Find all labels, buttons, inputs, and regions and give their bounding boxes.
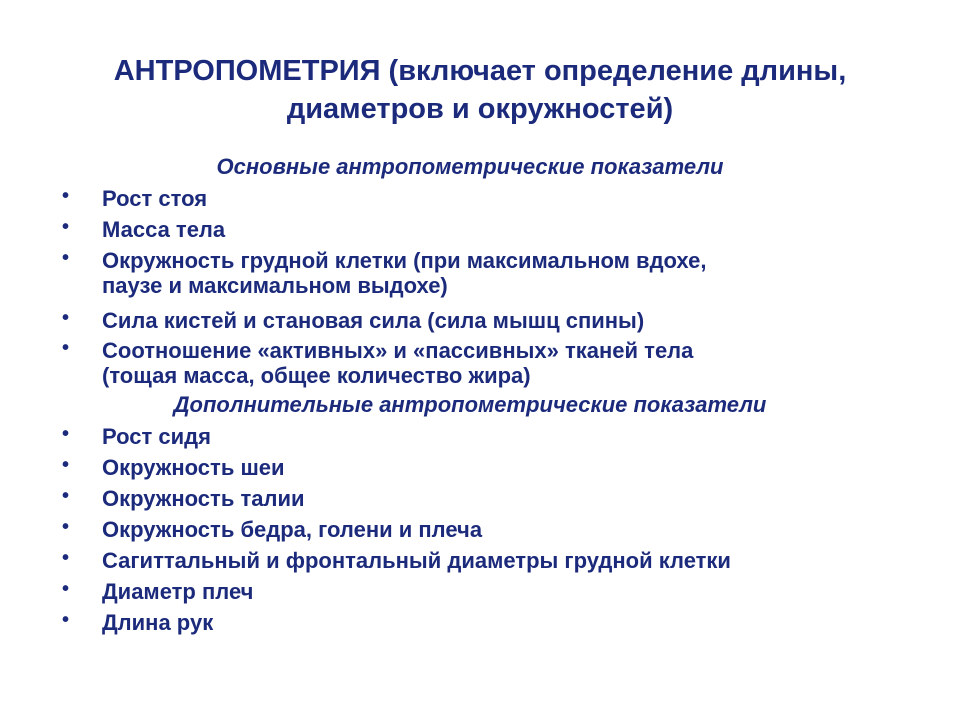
- bullet-icon: •: [62, 516, 70, 538]
- bullet-icon: •: [62, 307, 70, 329]
- list-item-text: Диаметр плеч: [102, 579, 254, 604]
- list-item: [62, 486, 922, 511]
- bullet-icon: •: [62, 423, 70, 445]
- list-item: [62, 610, 922, 635]
- bullet-icon: •: [62, 547, 70, 569]
- list-item-text: Длина рук: [102, 610, 214, 635]
- list-item-text: Рост сидя: [102, 424, 211, 449]
- list-item-text: Окружность шеи: [102, 455, 285, 480]
- list-item-text: Сила кистей и становая сила (сила мышц спины): [102, 308, 645, 333]
- section-heading: Дополнительные антропометрические показатели: [173, 392, 767, 417]
- bullet-icon: •: [62, 485, 70, 507]
- slide-title: [40, 52, 920, 128]
- list-item: [62, 248, 922, 298]
- list-item-text: Рост стоя: [102, 186, 208, 211]
- bullet-icon: •: [62, 337, 70, 359]
- list-item-text: Окружность талии: [102, 486, 305, 511]
- list-item: [62, 424, 922, 449]
- list-item: [62, 455, 922, 480]
- bullet-icon: •: [62, 454, 70, 476]
- list-item-text: Окружность бедра, голени и плеча: [102, 517, 483, 542]
- bullet-icon: •: [62, 609, 70, 631]
- list-item: [62, 579, 922, 604]
- list-item: [62, 217, 922, 242]
- list-item: [62, 186, 922, 211]
- list-item-text: Соотношение «активных» и «пассивных» тканей тела: [102, 338, 694, 363]
- bullet-icon: •: [62, 185, 70, 207]
- list-item-text: Масса тела: [102, 217, 226, 242]
- list-item-text: Окружность грудной клетки (при максимальном вдохе,: [102, 248, 707, 273]
- list-item: [62, 517, 922, 542]
- bullet-icon: •: [62, 216, 70, 238]
- title-line-1: АНТРОПОМЕТРИЯ (включает определение длины,: [113, 55, 847, 87]
- bullet-icon: •: [62, 578, 70, 600]
- list-item: [62, 338, 922, 388]
- bullet-icon: •: [62, 247, 70, 269]
- title-line-2: диаметров и окружностей): [286, 93, 674, 125]
- list-item-text: (тощая масса, общее количество жира): [102, 363, 531, 388]
- list-item: [62, 548, 922, 573]
- list-item-text: паузе и максимальном выдохе): [102, 273, 448, 298]
- list-item: [62, 308, 922, 333]
- section-heading: Основные антропометрические показатели: [216, 154, 724, 179]
- list-item-text: Сагиттальный и фронтальный диаметры грудной клетки: [102, 548, 731, 573]
